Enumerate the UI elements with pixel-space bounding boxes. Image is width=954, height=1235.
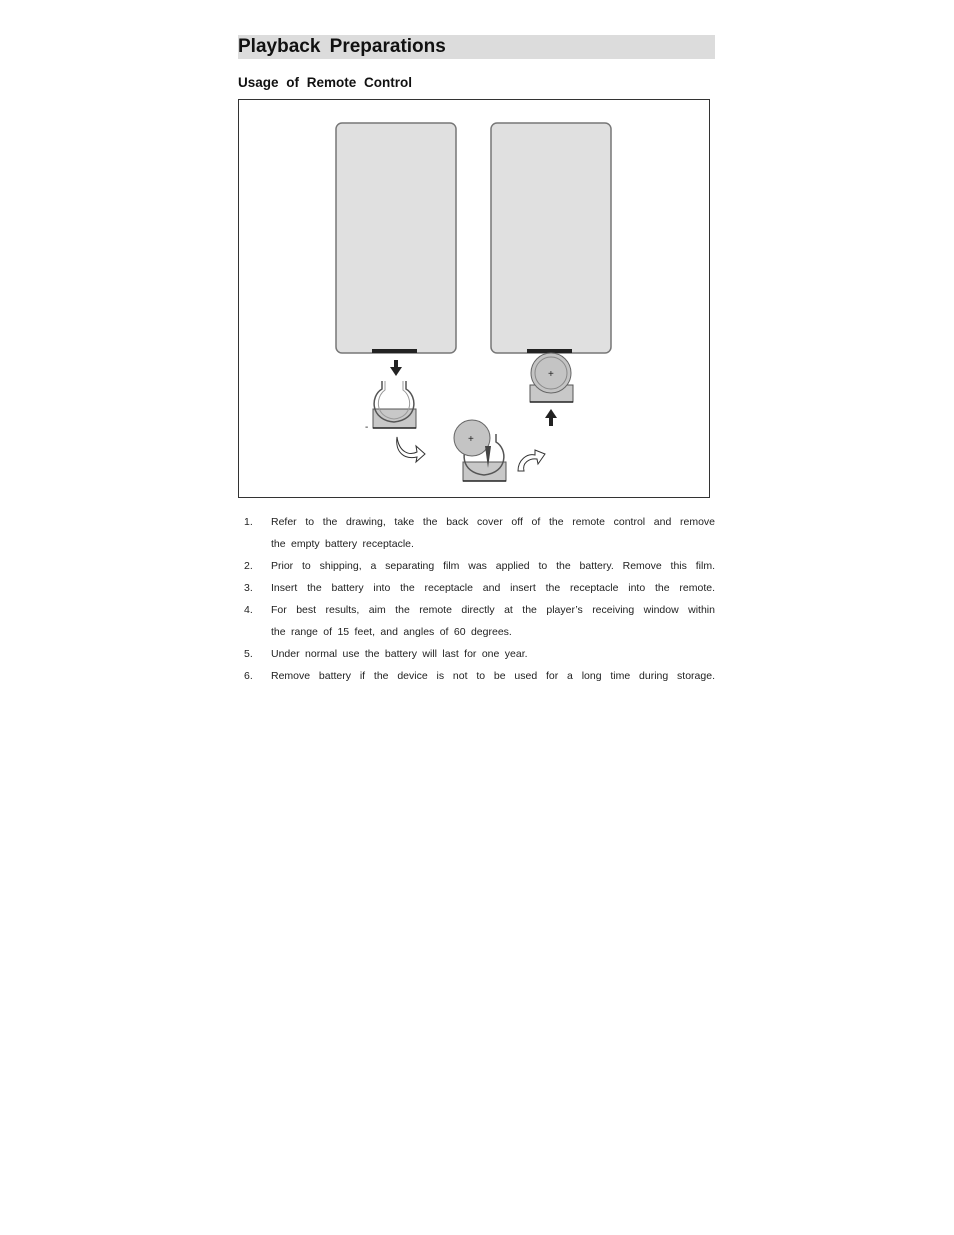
step-number: 3. (244, 582, 253, 594)
step-number: 4. (244, 604, 253, 616)
step-number: 2. (244, 560, 253, 572)
remote-body-right (491, 123, 611, 353)
step-text: Refer to the drawing, take the back cover off of the remote control and remove (271, 516, 715, 528)
step-number: 1. (244, 516, 253, 528)
list-item (238, 577, 715, 599)
step-text: Remove battery if the device is not to be used for a long time during storage. (271, 670, 715, 682)
remote-battery-diagram (238, 99, 710, 498)
loaded-receptacle (530, 353, 573, 402)
step-text-continued: the range of 15 feet, and angles of 60 degrees. (271, 626, 512, 638)
arrow-down-icon (390, 360, 402, 376)
empty-receptacle (365, 381, 416, 433)
list-item (238, 555, 715, 577)
section-subtitle: Usage of Remote Control (238, 75, 413, 90)
step-text: Prior to shipping, a separating film was applied to the battery. Remove this film. (271, 560, 715, 572)
step-number: 5. (244, 648, 253, 660)
list-item (238, 599, 715, 643)
list-item (238, 643, 715, 665)
remote-body-left (336, 123, 456, 353)
minus-sign-label: - (365, 422, 369, 433)
arrow-up-icon (545, 409, 557, 426)
curved-arrow-icon (397, 437, 425, 462)
step-number: 6. (244, 670, 253, 682)
plus-sign-label: + (548, 369, 554, 380)
step-text-continued: the empty battery receptacle. (271, 538, 414, 550)
plus-sign-label: + (468, 434, 474, 445)
step-text: Insert the battery into the receptacle and insert the receptacle into the remote. (271, 582, 715, 594)
battery-insertion (454, 420, 506, 481)
page-title: Playback Preparations (238, 35, 715, 59)
instruction-list (238, 511, 715, 687)
step-text: Under normal use the battery will last for one year. (271, 648, 528, 660)
list-item (238, 511, 715, 555)
step-text: For best results, aim the remote directly at the player’s receiving window within (271, 604, 715, 616)
manual-page (238, 35, 715, 687)
list-item (238, 665, 715, 687)
curved-arrow-icon (518, 450, 545, 471)
